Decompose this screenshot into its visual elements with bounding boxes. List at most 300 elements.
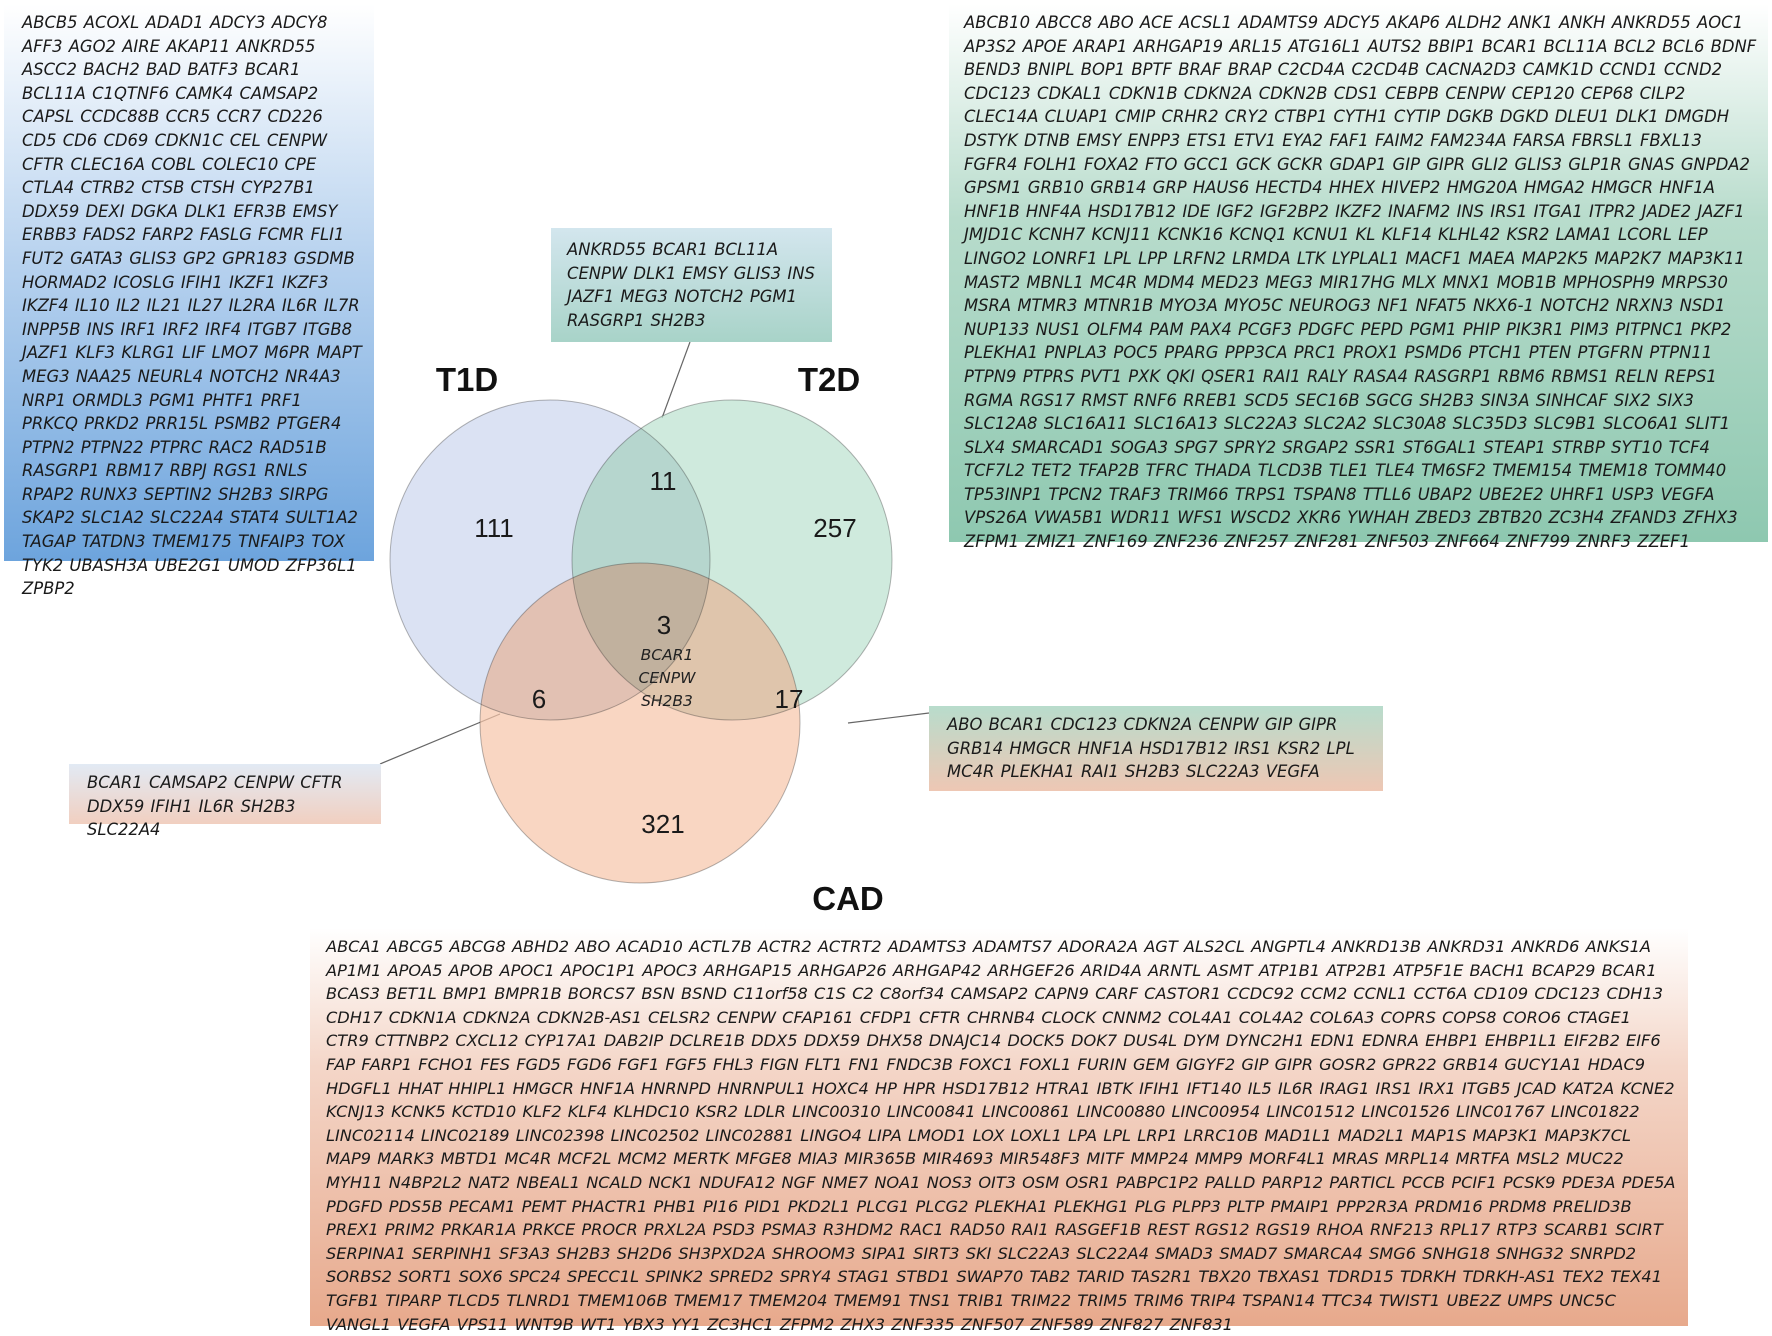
gene-name: CRY2 <box>1224 107 1269 127</box>
gene-name: CCR5 <box>165 107 211 127</box>
gene-name: TP53INP1 <box>964 484 1043 504</box>
gene-name: SNHG18 <box>1422 1243 1490 1263</box>
t2d-only-count: 257 <box>813 513 857 543</box>
gene-name: ABCB10 <box>964 13 1031 32</box>
gene-name: ZNF827 <box>1099 1314 1164 1334</box>
gene-name: GRB10 <box>1027 178 1084 198</box>
gene-name: TRIM6 <box>1133 1290 1184 1310</box>
gene-name: ANKH <box>1558 13 1606 32</box>
gene-name: IFIH1 <box>1139 1078 1181 1098</box>
gene-name: CAMK4 <box>175 83 234 103</box>
gene-name: NGF <box>781 1172 816 1192</box>
gene-name: FN1 <box>848 1054 881 1074</box>
gene-name: SMG6 <box>1368 1243 1417 1263</box>
gene-name: SLC12A8 <box>964 414 1038 434</box>
gene-name: RASGRP1 <box>567 310 645 330</box>
gene-name: BACH1 <box>1469 960 1526 980</box>
gene-name: SLC16A11 <box>1043 414 1128 434</box>
gene-name: IFIH1 <box>150 796 193 816</box>
gene-name: LINC00954 <box>1171 1102 1261 1122</box>
gene-name: FARSA <box>1512 130 1566 150</box>
gene-name: GEM <box>1132 1054 1170 1074</box>
gene-name: FGD6 <box>567 1054 612 1074</box>
gene-name: RNLS <box>264 461 308 481</box>
gene-name: TSPAN14 <box>1242 1290 1316 1310</box>
gene-name: ACOXL <box>83 13 140 32</box>
gene-name: BEND3 <box>964 60 1021 80</box>
gene-name: ZNF236 <box>1153 532 1219 552</box>
gene-name: SF3A3 <box>498 1243 551 1263</box>
gene-name: CENPW <box>1198 715 1259 734</box>
gene-name: CRHR2 <box>1161 107 1219 127</box>
gene-name: PRF1 <box>260 390 302 410</box>
gene-name: MORF4L1 <box>1249 1149 1326 1169</box>
gene-name: APOA5 <box>387 960 443 980</box>
gene-name: CCT6A <box>1413 984 1468 1004</box>
gene-name: TBX20 <box>1198 1267 1252 1287</box>
gene-name: MLX <box>1401 272 1437 292</box>
gene-name: PRDM16 <box>1414 1196 1483 1216</box>
gene-name: TCF7L2 <box>964 461 1025 481</box>
gene-name: PCCB <box>1401 1172 1446 1192</box>
gene-name: CENPW <box>233 773 295 792</box>
gene-name: CAMSAP2 <box>950 984 1029 1004</box>
gene-name: MSL2 <box>1516 1149 1560 1169</box>
gene-name: CENPW <box>567 263 628 283</box>
gene-name: CTAGE1 <box>1567 1007 1631 1027</box>
gene-name: CCDC92 <box>1227 984 1295 1004</box>
gene-name: ALS2CL <box>1183 937 1245 956</box>
gene-name: SSR1 <box>1354 437 1397 457</box>
gene-name: CCND2 <box>1663 60 1723 80</box>
gene-name: VEGFA <box>1660 484 1715 504</box>
gene-name: FOXL1 <box>1019 1054 1072 1074</box>
gene-name: SCD5 <box>1244 390 1290 410</box>
gene-name: OSM <box>1022 1172 1060 1192</box>
gene-name: HMG20A <box>1446 178 1518 198</box>
gene-name: MRTFA <box>1455 1149 1511 1169</box>
gene-name: PDE3A <box>1561 1172 1616 1192</box>
gene-name: PARTICL <box>1329 1172 1396 1192</box>
gene-name: PLEKHA1 <box>1000 762 1075 782</box>
gene-name: NOS3 <box>926 1172 973 1192</box>
gene-name: VWA5B1 <box>1033 508 1104 528</box>
gene-name: REST <box>1147 1220 1189 1240</box>
gene-name: BDNF <box>1710 36 1757 56</box>
gene-name: GIPR <box>1426 154 1465 174</box>
gene-name: ORMDL3 <box>72 390 143 410</box>
gene-name: ABCC8 <box>1036 13 1093 32</box>
gene-name: FOXA2 <box>1084 154 1139 174</box>
gene-name: RGS19 <box>1255 1220 1311 1240</box>
gene-name: SNHG32 <box>1496 1243 1564 1263</box>
gene-name: TLE1 <box>1328 461 1369 481</box>
gene-name: TRIM5 <box>1077 1290 1128 1310</box>
cad-gene-list <box>310 928 1688 1334</box>
gene-name: FES <box>480 1054 511 1074</box>
gene-name: GLIS3 <box>733 263 782 283</box>
gene-name: SH3PXD2A <box>678 1243 766 1263</box>
gene-name: MIR17HG <box>1319 272 1396 292</box>
gene-name: NAT2 <box>467 1172 511 1192</box>
gene-name: CELSR2 <box>648 1007 711 1027</box>
t1d-cad-gene-list <box>69 764 381 840</box>
gene-name: PHB1 <box>653 1196 697 1216</box>
gene-name: TBXAS1 <box>1257 1267 1321 1287</box>
gene-name: IL2RA <box>228 296 276 316</box>
gene-name: SPINK2 <box>645 1267 704 1287</box>
gene-name: CENPW <box>266 130 328 150</box>
gene-name: USP3 <box>1611 484 1655 504</box>
gene-name: CAMSAP2 <box>148 773 228 792</box>
gene-name: ZBED3 <box>1415 508 1472 528</box>
gene-name: BCAR1 <box>87 773 143 792</box>
gene-name: PDGFD <box>326 1196 383 1216</box>
gene-name: GIP <box>1392 154 1420 174</box>
gene-name: GPR22 <box>1382 1054 1437 1074</box>
gene-name: AOC1 <box>1697 13 1744 32</box>
gene-name: DLEU1 <box>1554 107 1610 127</box>
gene-name: PSMB2 <box>214 414 271 434</box>
gene-name: UMOD <box>227 555 280 575</box>
gene-name: FADS2 <box>82 225 137 245</box>
gene-name: LOXL1 <box>1010 1125 1062 1145</box>
gene-name: AGO2 <box>68 36 116 56</box>
gene-name: LINC00841 <box>886 1102 976 1122</box>
gene-name: RBMS1 <box>1551 366 1609 386</box>
gene-name: LINC02398 <box>515 1125 605 1145</box>
gene-name: BACH2 <box>83 60 140 80</box>
gene-name: UNC5C <box>1559 1290 1616 1310</box>
gene-name: MNX1 <box>1442 272 1491 292</box>
gene-name: FIGN <box>760 1054 799 1074</box>
gene-name: NOTCH2 <box>1540 296 1610 316</box>
gene-name: IL2 <box>115 296 141 316</box>
gene-name: SH2B3 <box>650 310 706 330</box>
gene-name: CACNA2D3 <box>1425 60 1517 80</box>
gene-name: GATA3 <box>70 248 123 268</box>
gene-name: MED23 <box>1201 272 1260 292</box>
gene-name: C1S <box>814 984 846 1004</box>
gene-name: IL5 <box>1247 1078 1272 1098</box>
gene-name: PLEKHG1 <box>1053 1196 1129 1216</box>
gene-name: DCLRE1B <box>669 1031 746 1051</box>
gene-name: TRPS1 <box>1234 484 1287 504</box>
gene-name: CXCL12 <box>455 1031 519 1051</box>
gene-name: EMSY <box>292 201 338 221</box>
gene-name: SPG7 <box>1174 437 1218 457</box>
gene-name: PI16 <box>702 1196 739 1216</box>
gene-name: SIX3 <box>1657 390 1694 410</box>
gene-name: IGF2 <box>1216 201 1254 221</box>
gene-name: MARK3 <box>377 1149 435 1169</box>
gene-name: ACTRT2 <box>817 937 882 956</box>
gene-name: KLF14 <box>1381 225 1432 245</box>
gene-name: SIRPG <box>279 484 329 504</box>
gene-name: UBASH3A <box>69 555 149 575</box>
gene-name: ATG16L1 <box>1288 36 1362 56</box>
gene-name: PID1 <box>744 1196 782 1216</box>
gene-name: JAZF1 <box>567 287 615 307</box>
gene-name: CORO6 <box>1502 1007 1561 1027</box>
gene-name: SLC22A3 <box>1186 762 1260 782</box>
gene-name: ADAMTS7 <box>972 937 1052 956</box>
gene-name: REPS1 <box>1664 366 1717 386</box>
gene-name: TDRKH <box>1399 1267 1457 1287</box>
gene-name: PHTF1 <box>202 390 255 410</box>
gene-name: FCHO1 <box>418 1054 475 1074</box>
gene-name: CD6 <box>62 130 98 150</box>
gene-name: ADCY5 <box>1324 13 1381 32</box>
gene-name: IFT140 <box>1186 1078 1242 1098</box>
gene-name: DYM <box>1183 1031 1220 1051</box>
gene-name: FGD5 <box>516 1054 561 1074</box>
gene-name: BCL6 <box>1662 36 1705 56</box>
gene-name: RNF213 <box>1369 1220 1434 1240</box>
gene-name: ADAMTS9 <box>1238 13 1319 32</box>
gene-name: FNDC3B <box>886 1054 953 1074</box>
gene-name: TRAF3 <box>1108 484 1162 504</box>
gene-name: PCIF1 <box>1451 1172 1497 1192</box>
gene-name: MRAS <box>1332 1149 1379 1169</box>
gene-name: SLIT1 <box>1685 414 1731 434</box>
gene-name: SLC22A4 <box>1076 1243 1149 1263</box>
gene-name: CFDP1 <box>859 1007 913 1027</box>
gene-name: MEG3 <box>620 287 668 307</box>
gene-name: PTPRS <box>1022 366 1075 386</box>
gene-name: ARHGAP26 <box>798 960 887 980</box>
gene-name: QKI <box>1166 366 1195 386</box>
gene-name: CD5 <box>22 130 57 150</box>
gene-name: PPP2R3A <box>1336 1196 1409 1216</box>
gene-name: N4BP2L2 <box>388 1172 462 1192</box>
gene-name: VANGL1 <box>326 1314 392 1334</box>
gene-name: CILP2 <box>1639 83 1686 103</box>
gene-name: TCF4 <box>1668 437 1710 457</box>
gene-name: ARAP1 <box>1073 36 1128 56</box>
gene-name: HDGFL1 <box>326 1078 392 1098</box>
gene-name: SWAP70 <box>956 1267 1024 1287</box>
gene-name: HNF1A <box>580 1078 635 1098</box>
gene-name: PGM1 <box>749 287 797 307</box>
gene-name: WT1 <box>580 1314 617 1334</box>
gene-name: IRX1 <box>1418 1078 1456 1098</box>
gene-name: BORCS7 <box>567 984 636 1004</box>
gene-name: CLEC16A <box>70 154 145 174</box>
gene-name: KCNQ1 <box>1229 225 1287 245</box>
gene-name: SERPINH1 <box>411 1243 493 1263</box>
gene-name: IL6R <box>198 796 235 816</box>
gene-name: CDH13 <box>1606 984 1664 1004</box>
gene-name: RELN <box>1615 366 1659 386</box>
gene-name: COLEC10 <box>202 154 279 174</box>
gene-name: ICOSLG <box>113 272 175 292</box>
gene-name: FURIN <box>1077 1054 1127 1074</box>
gene-name: CAPN9 <box>1034 984 1089 1004</box>
gene-name: DGKD <box>1499 107 1549 127</box>
gene-name: DOK7 <box>1071 1031 1118 1051</box>
gene-name: TAGAP <box>22 532 76 552</box>
gene-name: MAP9 <box>326 1149 372 1169</box>
t1d-t2d-gene-list <box>551 228 832 342</box>
gene-name: RBM17 <box>105 461 164 481</box>
gene-name: LRP1 <box>1137 1125 1178 1145</box>
gene-name: DUS4L <box>1123 1031 1178 1051</box>
gene-name: CCNL1 <box>1353 984 1408 1004</box>
gene-name: CYTIP <box>1393 107 1441 127</box>
gene-name: TET2 <box>1031 461 1072 481</box>
gene-name: MSRA <box>964 296 1012 316</box>
gene-name: LPP <box>1138 248 1168 268</box>
gene-name: PLCG2 <box>915 1196 969 1216</box>
gene-name: KCTD10 <box>451 1102 517 1122</box>
gene-name: KCNE2 <box>1620 1078 1675 1098</box>
gene-name: SCARB1 <box>1543 1220 1610 1240</box>
gene-name: IRAG1 <box>1319 1078 1370 1098</box>
gene-name: CDKN2A <box>462 1007 531 1027</box>
gene-name: AP3S2 <box>964 36 1017 56</box>
gene-name: INS <box>86 319 115 339</box>
gene-name: HORMAD2 <box>22 272 108 292</box>
gene-name: IRF1 <box>120 319 157 339</box>
gene-name: OSR1 <box>1065 1172 1110 1192</box>
gene-name: RAC1 <box>899 1220 944 1240</box>
gene-name: ITPR2 <box>1588 201 1636 221</box>
gene-name: MBTD1 <box>440 1149 499 1169</box>
gene-name: SMARCAD1 <box>1011 437 1105 457</box>
gene-name: MUC22 <box>1566 1149 1624 1169</box>
gene-name: BCAS3 <box>326 984 381 1004</box>
gene-name: ARID4A <box>1080 960 1142 980</box>
gene-name: LYPLAL1 <box>1331 248 1400 268</box>
gene-name: EDN1 <box>1310 1031 1356 1051</box>
gene-name: DOCK5 <box>1007 1031 1065 1051</box>
gene-name: MMP24 <box>1130 1149 1189 1169</box>
gene-name: INAFM2 <box>1388 201 1451 221</box>
gene-name: MAST2 <box>964 272 1021 292</box>
gene-name: CAPSL <box>22 107 75 127</box>
gene-name: ATP5F1E <box>1393 960 1464 980</box>
gene-name: PCGF3 <box>1238 319 1292 339</box>
gene-name: TDRD15 <box>1327 1267 1394 1287</box>
gene-name: NCK1 <box>648 1172 693 1192</box>
gene-name: CFTR <box>22 154 65 174</box>
gene-name: KSR2 <box>1277 738 1321 758</box>
gene-name: MITF <box>1086 1149 1125 1169</box>
gene-name: TOX <box>311 532 346 552</box>
gene-name: APOB <box>448 960 494 980</box>
gene-name: FBRSL1 <box>1571 130 1634 150</box>
gene-name: HNF1A <box>1077 738 1134 758</box>
gene-name: GNPDA2 <box>1680 154 1750 174</box>
gene-name: ZC3HC1 <box>707 1314 774 1334</box>
gene-name: ZNF589 <box>1030 1314 1094 1334</box>
gene-name: TRIM66 <box>1167 484 1229 504</box>
gene-name: GCKR <box>1276 154 1324 174</box>
gene-name: DLK1 <box>184 201 228 221</box>
gene-name: RMST <box>1081 390 1128 410</box>
gene-name: PNPLA3 <box>1044 343 1108 363</box>
gene-name: IDE <box>1182 201 1211 221</box>
gene-name: CHRNB4 <box>966 1007 1036 1027</box>
gene-name: TRIB1 <box>957 1290 1005 1310</box>
gene-name: TTC34 <box>1321 1290 1373 1310</box>
gene-name: SH2B3 <box>1419 390 1475 410</box>
gene-name: CDC123 <box>1534 984 1601 1004</box>
gene-name: JAZF1 <box>22 343 70 363</box>
gene-name: MOB1B <box>1496 272 1557 292</box>
gene-name: SLC22A4 <box>150 508 224 528</box>
gene-name: BCL2 <box>1613 36 1656 56</box>
gene-name: FGF5 <box>665 1054 707 1074</box>
gene-name: BRAP <box>1227 60 1272 80</box>
gene-name: BCAR1 <box>1481 36 1538 56</box>
gene-name: CEL <box>229 130 261 150</box>
gene-name: GCC1 <box>1183 154 1230 174</box>
gene-name: LINGO4 <box>800 1125 862 1145</box>
gene-name: LINC00861 <box>981 1102 1071 1122</box>
gene-name: TATDN3 <box>81 532 146 552</box>
gene-name: YY1 <box>670 1314 702 1334</box>
gene-name: C2CD4B <box>1351 60 1420 80</box>
gene-name: NFAT5 <box>1415 296 1467 316</box>
gene-name: MIR4693 <box>922 1149 994 1169</box>
gene-name: SIPA1 <box>861 1243 907 1263</box>
gene-name: PECAM1 <box>448 1196 516 1216</box>
all-three-gene-1: BCAR1 <box>640 646 694 664</box>
gene-name: ITGB7 <box>247 319 297 339</box>
gene-name: CTTNBP2 <box>374 1031 450 1051</box>
gene-name: FOXC1 <box>959 1054 1014 1074</box>
gene-name: HPR <box>903 1078 937 1098</box>
gene-name: FARP2 <box>142 225 194 245</box>
gene-name: YWHAH <box>1347 508 1410 528</box>
gene-name: ZFP36L1 <box>285 555 357 575</box>
gene-name: HNRNPUL1 <box>717 1078 806 1098</box>
gene-name: SOGA3 <box>1110 437 1169 457</box>
gene-name: LPL <box>1103 1125 1132 1145</box>
gene-name: LTK <box>1296 248 1326 268</box>
gene-name: SYT10 <box>1611 437 1663 457</box>
gene-name: FASLG <box>199 225 252 245</box>
gene-name: MFGE8 <box>735 1149 792 1169</box>
gene-name: ZPBP2 <box>22 579 75 599</box>
gene-name: CDKN1B <box>1108 83 1178 103</box>
gene-name: PRIM2 <box>384 1220 435 1240</box>
gene-name: SH2D6 <box>616 1243 673 1263</box>
gene-name: LRRC10B <box>1183 1125 1259 1145</box>
gene-name: TAS2R1 <box>1130 1267 1193 1287</box>
gene-name: CFTR <box>919 1007 961 1027</box>
gene-name: OLFM4 <box>1086 319 1143 339</box>
gene-name: EHBP1 <box>1425 1031 1479 1051</box>
gene-name: EMSY <box>682 263 728 283</box>
gene-name: RGS1 <box>213 461 259 481</box>
gene-name: GOSR2 <box>1319 1054 1377 1074</box>
gene-name: CEP120 <box>1511 83 1575 103</box>
gene-name: TFRC <box>1145 461 1188 481</box>
gene-name: ZNRF3 <box>1576 532 1632 552</box>
gene-name: INPP5B <box>22 319 81 339</box>
gene-name: PRKAR1A <box>441 1220 517 1240</box>
gene-name: NDUFA12 <box>698 1172 776 1192</box>
gene-name: CTSB <box>141 178 185 198</box>
gene-name: RREB1 <box>1183 390 1238 410</box>
gene-name: PLPP3 <box>1172 1196 1221 1216</box>
gene-name: NUS1 <box>1035 319 1081 339</box>
gene-name: LRMDA <box>1232 248 1291 268</box>
gene-name: TWIST1 <box>1379 1290 1441 1310</box>
